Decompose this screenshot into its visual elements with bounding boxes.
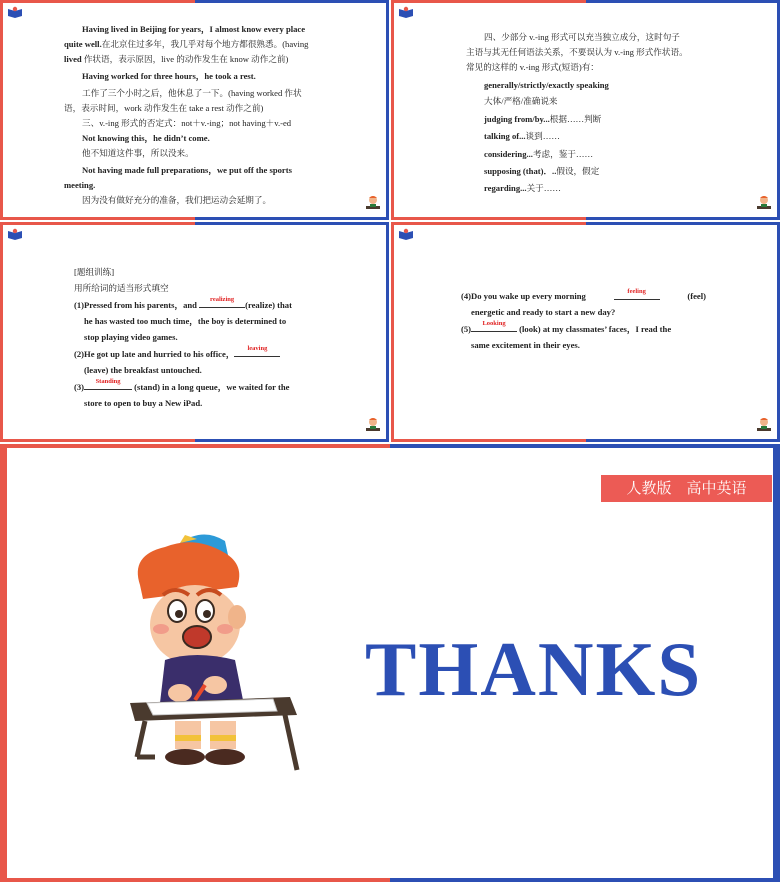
frame-bottom-red	[391, 217, 586, 220]
frame-left	[0, 444, 7, 882]
frame-left	[0, 222, 3, 442]
text-line: Not having made full preparations，we put off the sports	[82, 165, 292, 175]
frame-right	[386, 0, 389, 220]
text-line: Having worked for three hours，he took a rest.	[82, 71, 256, 81]
phrase-cn: 根据……判断	[549, 114, 602, 124]
frame-right	[386, 222, 389, 442]
thanks-title: THANKS	[365, 626, 703, 712]
question-text: (stand) in a long queue，we waited for the	[132, 382, 290, 392]
exercise-heading: [题组训练]	[74, 267, 115, 277]
frame-top-red	[391, 222, 586, 225]
frame-right	[773, 444, 780, 882]
frame-top-red	[0, 444, 390, 448]
frame-bottom-blue	[195, 217, 389, 220]
student-mascot-icon	[754, 194, 774, 214]
question-text: (look) at my classmates’ faces，I read the	[517, 324, 672, 334]
slide-1-text	[64, 22, 340, 208]
frame-left	[0, 0, 3, 220]
answer-text: realizing	[210, 296, 235, 303]
text-line: 因为没有做好充分的准备，我们把运动会延期了。	[82, 195, 272, 205]
frame-top-blue	[586, 0, 780, 3]
question-text: energetic and ready to start a new day?	[471, 307, 616, 317]
book-logo-icon	[398, 6, 414, 18]
text-line: 四、少部分 v.-ing 形式可以充当独立成分，这时句子	[484, 32, 680, 42]
slide-4	[391, 222, 780, 442]
exercise-instruction: 用所给词的适当形式填空	[74, 283, 169, 293]
answer-text: Standing	[95, 378, 121, 385]
frame-left	[391, 222, 394, 442]
phrase-cn: 关于……	[526, 183, 561, 193]
phrase-cn: 大体/严格/准确说来	[484, 96, 558, 106]
frame-bottom-red	[391, 439, 586, 442]
phrase-en: supposing (that)．..	[484, 166, 557, 176]
question-text: (feel)	[687, 291, 706, 301]
question-text: (2)He got up late and hurried to his office，	[74, 349, 235, 359]
phrase-en: talking of...	[484, 131, 526, 141]
answer-blank[interactable]	[471, 320, 517, 332]
phrase-en: generally/strictly/exactly speaking	[484, 80, 609, 90]
boy-drawing-illustration	[125, 525, 325, 780]
question-text: (1)Pressed from his parents，and	[74, 300, 200, 310]
frame-top-red	[0, 0, 195, 3]
question-text: he has wasted too much time，the boy is determined to	[84, 316, 287, 326]
student-mascot-icon	[754, 416, 774, 436]
frame-top-blue	[195, 0, 389, 3]
frame-bottom-red	[0, 878, 390, 882]
slide-1	[0, 0, 389, 220]
frame-top-blue	[390, 444, 780, 448]
frame-bottom-red	[0, 439, 195, 442]
question-text: (realize) that	[245, 300, 292, 310]
student-mascot-icon	[363, 194, 383, 214]
frame-top-blue	[195, 222, 389, 225]
student-mascot-icon	[363, 416, 383, 436]
question-text: (3)	[74, 382, 85, 392]
question-text: store to open to buy a New iPad.	[84, 398, 203, 408]
question-text: (4)Do you wake up every morning	[461, 291, 586, 301]
frame-bottom-blue	[195, 439, 389, 442]
text-line: 工作了三个小时之后，他休息了一下。(having worked 作状	[82, 88, 302, 98]
phrase-cn: 假设，假定	[556, 166, 600, 176]
book-logo-icon	[398, 228, 414, 240]
slide-3-text	[74, 264, 324, 411]
text-line: lived	[64, 54, 82, 64]
answer-text: feeling	[627, 288, 646, 295]
answer-blank[interactable]	[614, 288, 660, 300]
frame-bottom-blue	[586, 217, 780, 220]
book-logo-icon	[7, 6, 23, 18]
text-line: Not knowing this，he didn’t come.	[82, 133, 210, 143]
book-logo-icon	[7, 228, 23, 240]
text-line: 作状语，表示原因，live 的动作发生在 know 动作之前)	[81, 54, 289, 64]
question-text: (leave) the breakfast untouched.	[84, 365, 202, 375]
answer-blank[interactable]	[84, 378, 132, 390]
frame-bottom-blue	[586, 439, 780, 442]
text-line: quite well.	[64, 39, 102, 49]
text-line: 语，表示时间，work 动作发生在 take a rest 动作之前)	[64, 103, 264, 113]
frame-top-red	[0, 222, 195, 225]
phrase-en: judging from/by...	[484, 114, 550, 124]
frame-left	[391, 0, 394, 220]
answer-text: Looking	[482, 320, 506, 327]
text-line: 三、v.-ing 形式的否定式：not＋v.-ing；not having＋v.-ed	[82, 118, 292, 128]
slide-4-text	[461, 288, 706, 353]
frame-top-red	[391, 0, 586, 3]
text-line: 在北京住过多年，我几乎对每个地方都很熟悉。(having	[101, 39, 309, 49]
question-text: same excitement in their eyes.	[471, 340, 580, 350]
phrase-cn: 考虑，鉴于……	[532, 149, 594, 159]
frame-bottom-red	[0, 217, 195, 220]
publisher-badge: 人教版 高中英语	[601, 475, 772, 502]
question-text: (5)	[461, 324, 472, 334]
text-line: 他不知道这件事，所以没来。	[82, 148, 194, 158]
answer-blank[interactable]	[234, 345, 280, 357]
frame-top-blue	[586, 222, 780, 225]
answer-blank[interactable]	[199, 296, 245, 308]
answer-text: leaving	[247, 345, 268, 352]
phrase-cn: 谈到……	[525, 131, 560, 141]
slide-3	[0, 222, 389, 442]
phrase-en: considering...	[484, 149, 533, 159]
question-text: stop playing video games.	[84, 332, 178, 342]
slide-2-text	[466, 30, 766, 196]
text-line: meeting.	[64, 180, 96, 190]
slide-2	[391, 0, 780, 220]
text-line: Having lived in Beijing for years，I almost know every place	[82, 24, 306, 34]
text-line: 主语与其无任何语法关系，不要误认为 v.-ing 形式作状语。	[466, 47, 688, 57]
phrase-en: regarding...	[484, 183, 527, 193]
frame-bottom-blue	[390, 878, 780, 882]
text-line: 常见的这样的 v.-ing 形式(短语)有：	[466, 62, 599, 72]
